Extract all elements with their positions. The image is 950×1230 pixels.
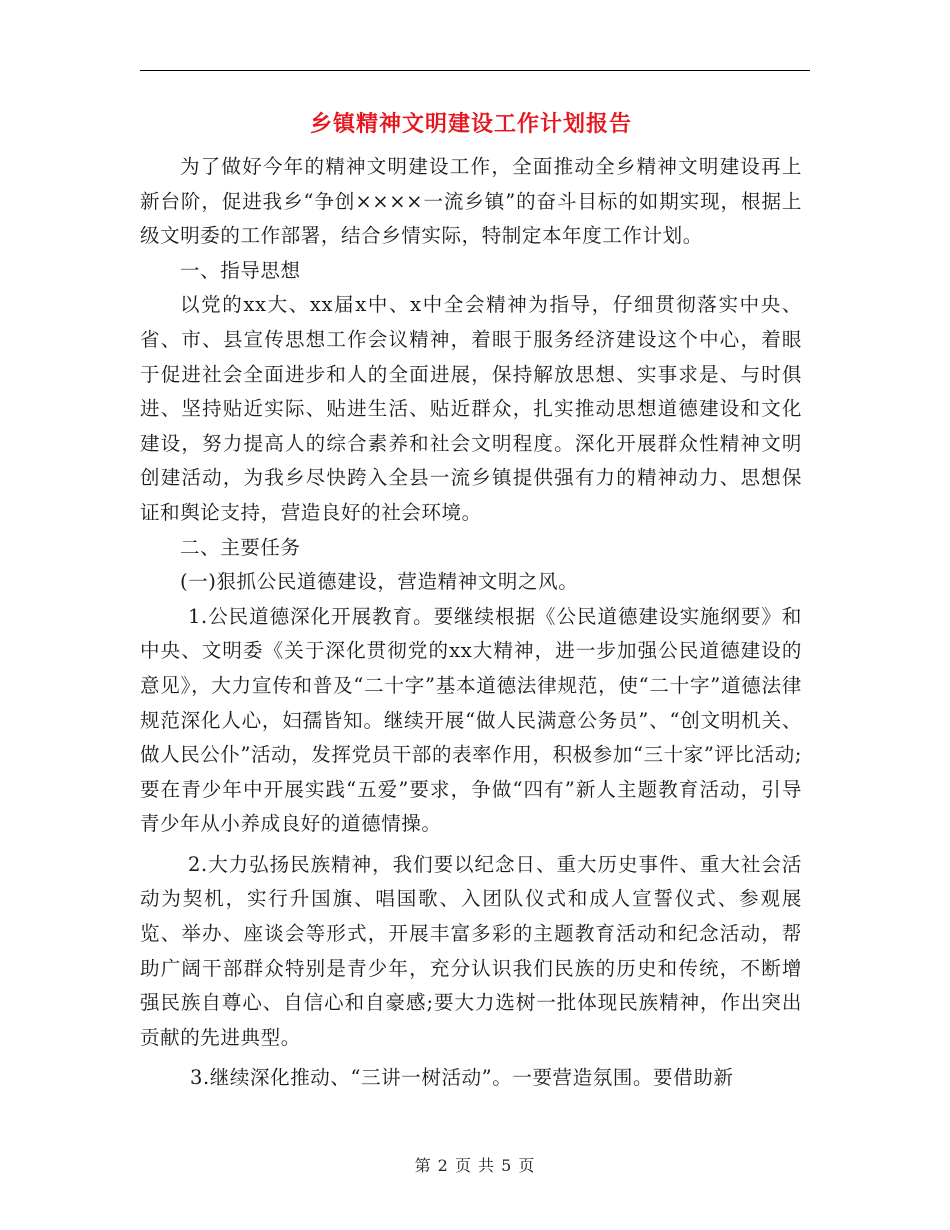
subsection-heading-1: (一)狠抓公民道德建设，营造精神文明之风。 [180,570,579,594]
document-body [140,104,802,1096]
page-number: 第 2 页 共 5 页 [414,1156,536,1175]
header-rule [140,70,810,71]
task-paragraph-1: 1.公民道德深化开展教育。要继续根据《公民道德建设实施纲要》和中央、文明委《关于深化贯彻党的xx大精神，进一步加强公民道德建设的意见》，大力宣传和普及“二十字”基本道德法律规范，使“二十字”道德法律规范深化人心，妇孺皆知。继续开展“做人民满意公务员”、“创文明机关、做人民公仆”活动，发挥党员干部的表率作用，积极参加“三十家”评比活动;要在青少年中开展实践“五爱”要求，争做“四有”新人主题教育活动，引导青少年从小养成良好的道德情操。 [140,604,802,836]
section-heading-guiding-thought: 一、指导思想 [180,258,301,282]
intro-paragraph: 为了做好今年的精神文明建设工作，全面推动全乡精神文明建设再上新台阶，促进我乡“争创××××一流乡镇”的奋斗目标的如期实现，根据上级文明委的工作部署，结合乡情实际，特制定本年度工作计划。 [140,155,802,248]
section-heading-main-tasks: 二、主要任务 [180,535,301,559]
task-paragraph-3: 3.继续深化推动、“三讲一树活动”。一要营造氛围。要借助新 [190,1066,734,1090]
guiding-thought-paragraph: 以党的xx大、xx届x中、x中全会精神为指导，仔细贯彻落实中央、省、市、县宣传思想工作会议精神，着眼于服务经济建设这个中心，着眼于促进社会全面进步和人的全面进展，保持解放思想、实事求是、与时俱进、坚持贴近实际、贴进生活、贴近群众，扎实推动思想道德建设和文化建设，努力提高人的综合素养和社会文明程度。深化开展群众性精神文明创建活动，为我乡尽快跨入全县一流乡镇提供强有力的精神动力、思想保证和舆论支持，营造良好的社会环境。 [140,293,802,524]
task-paragraph-2: 2.大力弘扬民族精神，我们要以纪念日、重大历史事件、重大社会活动为契机，实行升国旗、唱国歌、入团队仪式和成人宣誓仪式、参观展览、举办、座谈会等形式，开展丰富多彩的主题教育活动和纪念活动，帮助广阔干部群众特别是青少年，充分认识我们民族的历史和传统，不断增强民族自尊心、自信心和自豪感;要大力选树一批体现民族精神，作出突出贡献的先进典型。 [140,852,802,1049]
document-title: 乡镇精神文明建设工作计划报告 [309,111,632,137]
